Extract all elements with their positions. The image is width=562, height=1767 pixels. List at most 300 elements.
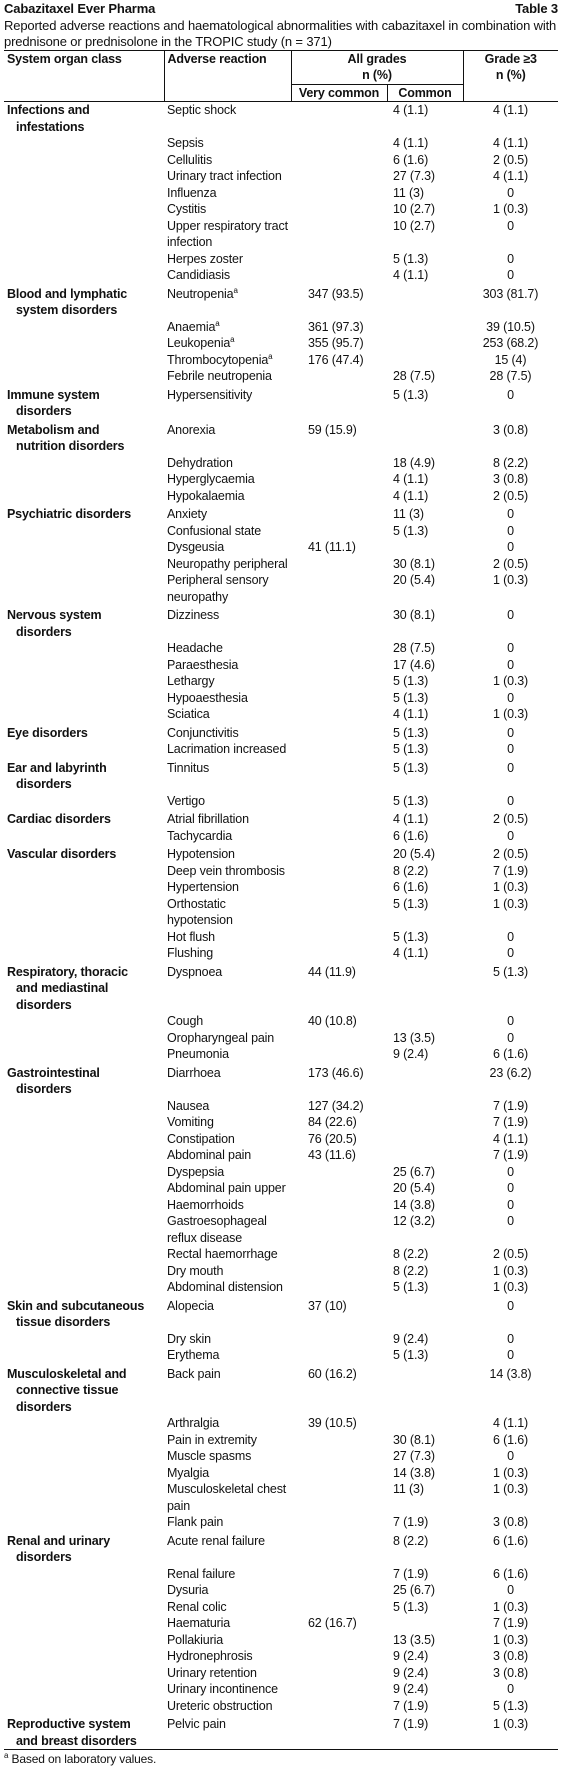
very-common-cell: [291, 1465, 387, 1482]
system-organ-class-cell: [4, 844, 164, 863]
adverse-reaction-cell: [164, 1531, 291, 1566]
adverse-reaction-text: Gastroesophageal reflux disease: [167, 1214, 267, 1245]
adverse-reaction-text: Neuropathy peripheral: [167, 556, 288, 571]
common-cell: 5 (1.3): [393, 896, 429, 911]
adverse-reaction-text: Nausea: [167, 1098, 210, 1113]
very-common-cell: [291, 185, 387, 202]
table-row: [4, 152, 558, 169]
adverse-reaction-text: Hypersensitivity: [167, 387, 253, 402]
footnote-ref-marker: a: [233, 285, 238, 295]
system-organ-class-cell: [4, 488, 164, 505]
adverse-reaction-cell: [164, 1465, 291, 1482]
adverse-reaction-cell: [164, 1582, 291, 1599]
adverse-reaction-text: Dizziness: [167, 608, 220, 622]
very-common-cell: [291, 488, 387, 505]
common-cell: 11 (3): [393, 1482, 424, 1496]
adverse-reaction-cell: [164, 828, 291, 845]
grade3-cell: 0: [507, 218, 514, 233]
table-row: [4, 1448, 558, 1465]
adverse-reaction-text: Vertigo: [167, 793, 205, 808]
table-row: [4, 218, 558, 251]
system-organ-class-text: and breast disorders: [16, 1733, 137, 1748]
adverse-reaction-text: Urinary incontinence: [167, 1682, 278, 1696]
adverse-reaction-cell: [164, 657, 291, 674]
system-organ-class-text: Eye disorders: [7, 725, 88, 740]
very-common-cell: 40 (10.8): [308, 1014, 357, 1028]
table-row: [4, 896, 558, 929]
table-row: [4, 1030, 558, 1047]
system-organ-class-cell: [4, 879, 164, 896]
system-organ-class-cell: [4, 267, 164, 284]
grade3-cell: 23 (6.2): [489, 1065, 532, 1080]
adverse-reaction-cell: [164, 455, 291, 472]
adverse-reaction-cell: [164, 1279, 291, 1296]
common-cell: 5 (1.3): [393, 725, 429, 740]
very-common-cell: [291, 368, 387, 385]
grade3-cell: 0: [507, 507, 514, 521]
adverse-reaction-text: Sepsis: [167, 136, 204, 150]
adverse-reaction-cell: [164, 706, 291, 723]
table-row: [4, 1698, 558, 1715]
adverse-reaction-cell: [164, 420, 291, 455]
system-organ-class-text: disorders: [16, 1550, 72, 1564]
adverse-reaction-text: Leukopenia: [167, 336, 231, 350]
system-organ-class-cell: [4, 572, 164, 605]
common-cell: [387, 1114, 463, 1131]
adverse-reaction-text: Dry skin: [167, 1331, 211, 1346]
adverse-reaction-text: Pelvic pain: [167, 1717, 226, 1731]
table-row: [4, 1046, 558, 1063]
adverse-reaction-cell: [164, 863, 291, 880]
system-organ-class-text: tissue disorders: [16, 1315, 111, 1329]
table-row: [4, 455, 558, 472]
adverse-reaction-text: Urinary retention: [167, 1665, 257, 1680]
common-cell: [387, 1364, 463, 1416]
col-header-common: Common: [387, 84, 463, 102]
common-cell: 4 (1.1): [393, 707, 429, 721]
system-organ-class-text: disorders: [16, 624, 72, 639]
grade3-unit: n (%): [495, 68, 526, 82]
grade3-cell: 6 (1.6): [492, 1566, 529, 1581]
system-organ-class-text: Nervous system: [7, 608, 102, 622]
table-row: [4, 1599, 558, 1616]
adverse-reaction-text: Hypokalaemia: [167, 488, 245, 503]
system-organ-class-cell: [4, 1465, 164, 1482]
system-organ-class-cell: [4, 168, 164, 185]
system-organ-class-cell: [4, 352, 164, 369]
very-common-cell: 59 (15.9): [308, 422, 357, 437]
adverse-reaction-cell: [164, 605, 291, 640]
system-organ-class-cell: [4, 504, 164, 523]
grade3-cell: 7 (1.9): [492, 863, 529, 878]
table-row: [4, 741, 558, 758]
system-organ-class-cell: [4, 523, 164, 540]
very-common-cell: 173 (46.6): [308, 1065, 364, 1080]
table-row: [4, 1665, 558, 1682]
very-common-cell: 44 (11.9): [308, 964, 356, 979]
adverse-reaction-cell: [164, 488, 291, 505]
table-head: [4, 50, 558, 102]
system-organ-class-cell: [4, 706, 164, 723]
adverse-reaction-text: Hypoaesthesia: [167, 690, 248, 705]
table-row: [4, 1147, 558, 1164]
table-row: [4, 879, 558, 896]
table-row: [4, 319, 558, 336]
very-common-cell: [291, 168, 387, 185]
table-row: [4, 1131, 558, 1148]
adverse-reaction-text: Hydronephrosis: [167, 1649, 253, 1663]
common-cell: 4 (1.1): [393, 268, 429, 282]
very-common-cell: [291, 1632, 387, 1649]
system-organ-class-text: Musculoskeletal and: [7, 1366, 127, 1381]
adverse-reaction-cell: [164, 152, 291, 169]
adverse-reaction-cell: [164, 1432, 291, 1449]
very-common-cell: 39 (10.5): [308, 1416, 357, 1430]
very-common-cell: [291, 251, 387, 268]
table-row: [4, 1213, 558, 1246]
very-common-cell: [291, 1331, 387, 1348]
adverse-reaction-text: Influenza: [167, 185, 217, 200]
adverse-reaction-text: Anaemia: [167, 319, 216, 334]
table-row: [4, 723, 558, 742]
adverse-reaction-text: Dysuria: [167, 1583, 209, 1597]
table-header-line: [4, 1, 558, 18]
adverse-reaction-cell: [164, 267, 291, 284]
grade3-cell: 7 (1.9): [492, 1098, 529, 1113]
adverse-reaction-cell: [164, 1415, 291, 1432]
all-grades-unit: n (%): [362, 68, 392, 82]
adverse-reaction-cell: [164, 1063, 291, 1098]
adverse-reaction-cell: [164, 793, 291, 810]
grade3-cell: 1 (0.3): [492, 896, 529, 911]
very-common-cell: [291, 1046, 387, 1063]
system-organ-class-cell: [4, 1448, 164, 1465]
very-common-cell: 60 (16.2): [308, 1366, 357, 1381]
very-common-cell: [291, 945, 387, 962]
very-common-cell: [291, 640, 387, 657]
grade3-cell: 15 (4): [494, 352, 527, 367]
table-row: [4, 1531, 558, 1566]
system-organ-class-cell: [4, 1180, 164, 1197]
common-cell: 30 (8.1): [393, 556, 435, 571]
table-row: [4, 185, 558, 202]
system-organ-class-cell: [4, 1213, 164, 1246]
adverse-reaction-cell: [164, 572, 291, 605]
adverse-reaction-cell: [164, 1246, 291, 1263]
system-organ-class-text: Immune system: [7, 387, 100, 402]
adverse-reaction-text: Hypertension: [167, 880, 239, 894]
adverse-reaction-text: Pneumonia: [167, 1047, 229, 1061]
table-row: [4, 267, 558, 284]
common-cell: [387, 1296, 463, 1331]
system-organ-class-cell: [4, 1030, 164, 1047]
col-header-all-grades: [291, 50, 463, 84]
system-organ-class-cell: [4, 319, 164, 336]
table-row: [4, 201, 558, 218]
common-cell: [387, 1147, 463, 1164]
system-organ-class-cell: [4, 1279, 164, 1296]
common-cell: 5 (1.3): [393, 674, 429, 688]
table-row: [4, 1263, 558, 1280]
adverse-reaction-text: Abdominal pain: [167, 1148, 252, 1162]
system-organ-class-text: Respiratory, thoracic: [7, 964, 128, 979]
system-organ-class-text: Skin and subcutaneous: [7, 1298, 145, 1313]
system-organ-class-cell: [4, 102, 164, 136]
very-common-cell: [291, 879, 387, 896]
table-row: [4, 863, 558, 880]
table-caption: Reported adverse reactions and haematological abnormalities with cabazitaxel in combination with prednisone or prednisolone in the TROPIC study (n = 371): [4, 17, 557, 49]
very-common-cell: [291, 1665, 387, 1682]
very-common-cell: [291, 863, 387, 880]
grade3-cell: 1 (0.3): [492, 707, 529, 721]
system-organ-class-text: disorders: [16, 404, 72, 418]
system-organ-class-cell: [4, 218, 164, 251]
table-row: [4, 385, 558, 420]
grade3-cell: 1 (0.3): [492, 1599, 529, 1614]
footnote-ref-marker: a: [268, 351, 273, 361]
table-row: [4, 420, 558, 455]
very-common-cell: [291, 1514, 387, 1531]
system-organ-class-cell: [4, 1514, 164, 1531]
very-common-cell: 347 (93.5): [308, 286, 364, 301]
adverse-reactions-table: [4, 50, 558, 1750]
common-cell: [387, 1131, 463, 1148]
common-cell: 25 (6.7): [393, 1583, 435, 1597]
common-cell: 9 (2.4): [393, 1665, 429, 1680]
very-common-cell: [291, 218, 387, 251]
adverse-reaction-cell: [164, 368, 291, 385]
adverse-reaction-text: Lethargy: [167, 674, 215, 688]
grade3-cell: 0: [507, 1449, 514, 1463]
adverse-reaction-text: Peripheral sensory neuropathy: [167, 573, 269, 604]
grade3-cell: 7 (1.9): [492, 1115, 529, 1129]
system-organ-class-text: and mediastinal: [16, 981, 109, 995]
adverse-reaction-text: Paraesthesia: [167, 657, 239, 672]
system-organ-class-cell: [4, 556, 164, 573]
very-common-cell: [291, 1648, 387, 1665]
common-cell: 4 (1.1): [393, 472, 429, 486]
system-organ-class-text: connective tissue: [16, 1383, 119, 1397]
system-organ-class-cell: [4, 640, 164, 657]
system-organ-class-text: disorders: [16, 1082, 72, 1096]
table-row: [4, 572, 558, 605]
common-cell: 28 (7.5): [393, 641, 435, 655]
grade3-cell: 0: [507, 690, 514, 705]
adverse-reaction-text: Candidiasis: [167, 268, 230, 282]
system-organ-class-cell: [4, 1347, 164, 1364]
very-common-cell: 62 (16.7): [308, 1616, 357, 1630]
company-name: Cabazitaxel Ever Pharma: [4, 1, 156, 16]
adverse-reaction-cell: [164, 741, 291, 758]
adverse-reaction-cell: [164, 102, 291, 136]
system-organ-class-text: Cardiac disorders: [7, 812, 111, 826]
adverse-reaction-cell: [164, 1296, 291, 1331]
grade3-cell: 0: [507, 641, 514, 655]
adverse-reaction-text: Vomiting: [167, 1115, 214, 1129]
system-organ-class-cell: [4, 1566, 164, 1583]
footnote-ref-marker: a: [230, 334, 235, 344]
table-row: [4, 1164, 558, 1181]
very-common-cell: [291, 758, 387, 793]
table-row: [4, 1615, 558, 1632]
common-cell: 18 (4.9): [393, 455, 435, 470]
very-common-cell: [291, 690, 387, 707]
adverse-reaction-cell: [164, 1030, 291, 1047]
adverse-reaction-cell: [164, 962, 291, 1014]
adverse-reaction-text: Ureteric obstruction: [167, 1698, 273, 1713]
very-common-cell: [291, 1681, 387, 1698]
grade3-cell: 28 (7.5): [489, 369, 532, 383]
very-common-cell: 84 (22.6): [308, 1115, 357, 1129]
common-cell: 8 (2.2): [393, 1247, 429, 1261]
adverse-reaction-cell: [164, 1681, 291, 1698]
adverse-reaction-text: Haemorrhoids: [167, 1197, 244, 1212]
table-row: [4, 1514, 558, 1531]
table-row: [4, 135, 558, 152]
adverse-reaction-text: Dyspepsia: [167, 1164, 225, 1179]
adverse-reaction-text: Orthostatic hypotension: [167, 896, 233, 927]
adverse-reaction-text: Abdominal distension: [167, 1280, 283, 1294]
very-common-cell: 361 (97.3): [308, 319, 364, 334]
table-number: Table 3: [515, 1, 558, 16]
grade3-cell: 2 (0.5): [492, 1247, 529, 1261]
very-common-cell: [291, 1263, 387, 1280]
grade3-cell: 0: [507, 1030, 514, 1045]
very-common-cell: [291, 844, 387, 863]
table-row: [4, 471, 558, 488]
grade3-cell: 0: [507, 1214, 514, 1228]
grade3-cell: 2 (0.5): [492, 847, 529, 861]
grade3-cell: 253 (68.2): [482, 336, 539, 350]
very-common-cell: [291, 471, 387, 488]
very-common-cell: [291, 1714, 387, 1749]
system-organ-class-cell: [4, 1098, 164, 1115]
grade3-cell: 0: [507, 1331, 514, 1346]
very-common-cell: [291, 1531, 387, 1566]
system-organ-class-cell: [4, 1046, 164, 1063]
grade3-cell: 0: [507, 760, 514, 775]
adverse-reaction-cell: [164, 640, 291, 657]
table-row: [4, 793, 558, 810]
common-cell: 5 (1.3): [393, 1280, 429, 1294]
system-organ-class-cell: [4, 539, 164, 556]
col-header-grade3: [463, 50, 558, 102]
adverse-reaction-text: Musculoskeletal chest pain: [167, 1482, 287, 1513]
system-organ-class-cell: [4, 723, 164, 742]
grade3-cell: 3 (0.8): [492, 472, 529, 486]
system-organ-class-cell: [4, 1147, 164, 1164]
adverse-reaction-cell: [164, 352, 291, 369]
system-organ-class-cell: [4, 1415, 164, 1432]
adverse-reaction-text: Hypotension: [167, 847, 235, 861]
adverse-reaction-cell: [164, 690, 291, 707]
grade3-cell: 0: [507, 1014, 514, 1028]
common-cell: 20 (5.4): [393, 573, 435, 587]
table-row: [4, 1331, 558, 1348]
grade3-cell: 6 (1.6): [492, 1432, 529, 1447]
adverse-reaction-cell: [164, 879, 291, 896]
grade3-cell: 303 (81.7): [482, 286, 539, 301]
common-cell: 5 (1.3): [393, 793, 429, 808]
common-cell: 28 (7.5): [393, 369, 435, 383]
adverse-reaction-cell: [164, 1131, 291, 1148]
system-organ-class-cell: [4, 690, 164, 707]
grade3-cell: 0: [507, 742, 514, 756]
system-organ-class-cell: [4, 1114, 164, 1131]
very-common-cell: [291, 385, 387, 420]
adverse-reaction-cell: [164, 335, 291, 352]
grade3-cell: 7 (1.9): [492, 1148, 529, 1162]
adverse-reaction-cell: [164, 1632, 291, 1649]
common-cell: 27 (7.3): [393, 169, 435, 183]
very-common-cell: [291, 1566, 387, 1583]
adverse-reaction-text: Thrombocytopenia: [167, 352, 269, 367]
system-organ-class-text: Infections and: [7, 103, 90, 117]
adverse-reaction-text: Diarrhoea: [167, 1065, 221, 1080]
grade3-cell: 4 (1.1): [492, 1131, 529, 1146]
col-header-soc: System organ class: [4, 50, 164, 102]
system-organ-class-cell: [4, 1481, 164, 1514]
table-row: [4, 1347, 558, 1364]
table-row: [4, 102, 558, 136]
grade3-cell: 0: [507, 1164, 514, 1179]
very-common-cell: [291, 572, 387, 605]
very-common-cell: 127 (34.2): [308, 1098, 364, 1113]
table-row: [4, 1013, 558, 1030]
adverse-reaction-text: Renal failure: [167, 1566, 236, 1581]
system-organ-class-text: infestations: [16, 119, 85, 134]
very-common-cell: [291, 1180, 387, 1197]
adverse-reaction-cell: [164, 1213, 291, 1246]
adverse-reaction-text: Oropharyngeal pain: [167, 1030, 275, 1045]
adverse-reaction-text: Headache: [167, 641, 223, 655]
table-row: [4, 1681, 558, 1698]
adverse-reaction-cell: [164, 1147, 291, 1164]
system-organ-class-cell: [4, 1665, 164, 1682]
table-row: [4, 1246, 558, 1263]
adverse-reaction-cell: [164, 844, 291, 863]
grade3-cell: 4 (1.1): [492, 1416, 529, 1430]
grade3-cell: 0: [507, 387, 514, 402]
adverse-reaction-cell: [164, 1164, 291, 1181]
system-organ-class-text: Blood and lymphatic: [7, 286, 128, 301]
system-organ-class-cell: [4, 741, 164, 758]
very-common-cell: [291, 828, 387, 845]
grade3-cell: 1 (0.3): [492, 1717, 529, 1731]
grade3-cell: 4 (1.1): [492, 136, 529, 150]
system-organ-class-cell: [4, 1582, 164, 1599]
very-common-cell: 43 (11.6): [308, 1148, 356, 1162]
common-cell: 7 (1.9): [393, 1698, 429, 1713]
adverse-reaction-text: Cellulitis: [167, 152, 213, 167]
table-row: [4, 657, 558, 674]
system-organ-class-cell: [4, 1197, 164, 1214]
table-row: [4, 1180, 558, 1197]
system-organ-class-text: Psychiatric disorders: [7, 507, 131, 521]
very-common-cell: [291, 1164, 387, 1181]
common-cell: 5 (1.3): [393, 742, 429, 756]
grade3-cell: 0: [507, 929, 514, 944]
adverse-reaction-cell: [164, 945, 291, 962]
common-cell: 5 (1.3): [393, 251, 429, 266]
table-row: [4, 1648, 558, 1665]
table-row: [4, 335, 558, 352]
system-organ-class-cell: [4, 809, 164, 828]
footnote-marker: a: [4, 1751, 9, 1760]
very-common-cell: 355 (95.7): [308, 336, 364, 350]
system-organ-class-text: disorders: [16, 997, 72, 1012]
adverse-reaction-cell: [164, 385, 291, 420]
